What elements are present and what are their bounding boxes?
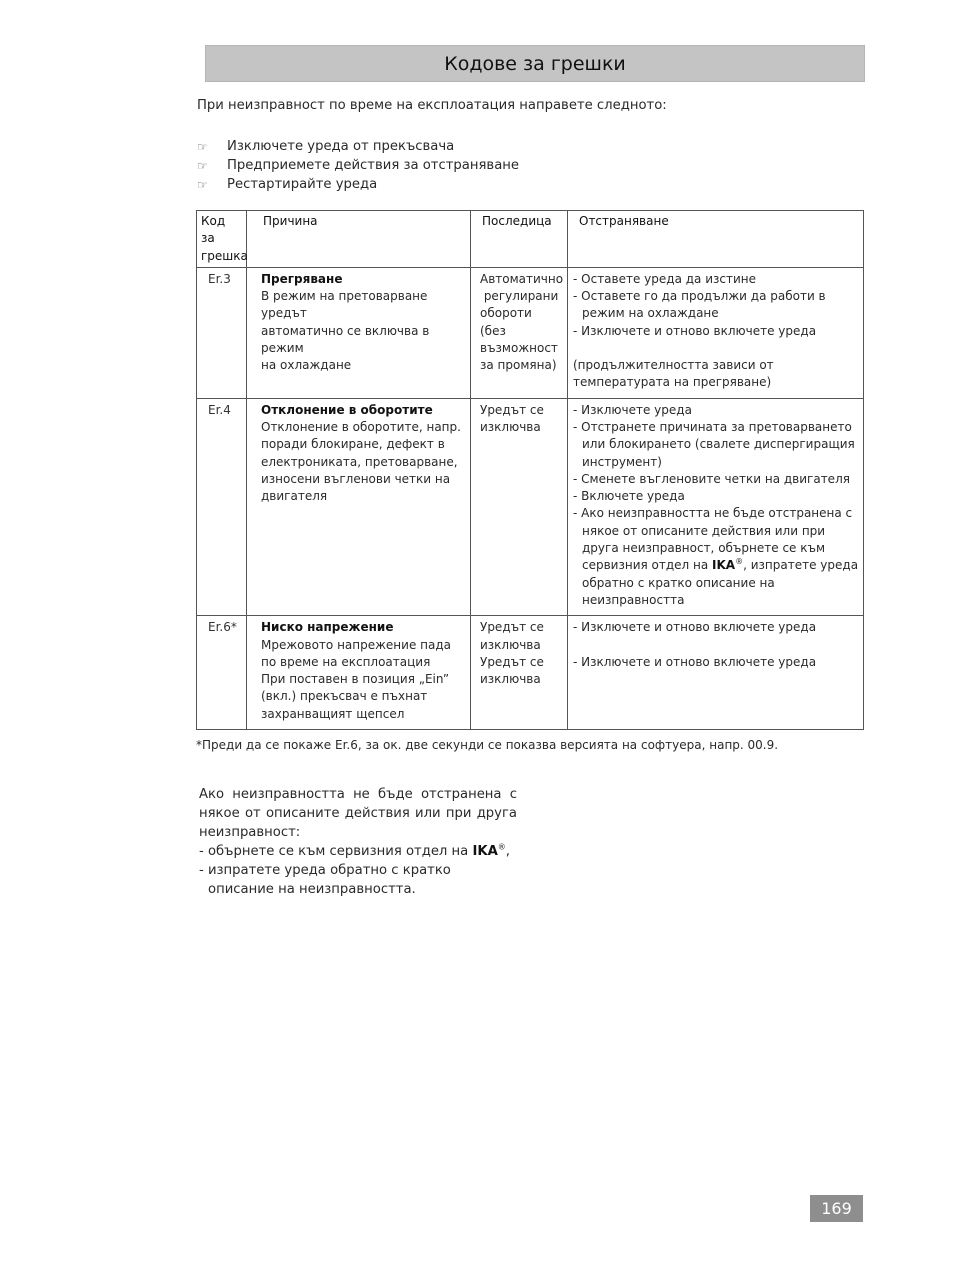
cause-line: При поставен в позиция „Ein” — [261, 672, 450, 687]
cause-cell — [247, 616, 471, 730]
cause-line: Мрежовото напрежение пада — [261, 637, 451, 652]
remedy-item — [573, 505, 859, 609]
remedy-note: (продължителността зависи от температурата на прегряване) — [573, 358, 774, 390]
note-text: , — [505, 844, 510, 859]
error-code: Er.4 — [197, 398, 247, 616]
table-row — [197, 267, 864, 398]
pointing-hand-icon: ☞ — [197, 158, 208, 173]
error-codes-table — [196, 210, 864, 730]
remedy-item: - Изключете и отново включете уреда — [573, 323, 817, 338]
cause-line: по време на експлоатация — [261, 654, 431, 669]
header-code-line: Код за — [201, 214, 226, 246]
remedy-item: - Включете уреда — [573, 489, 685, 504]
remedy-item: - Оставете го да продължи да работи в режим на охлаждане — [573, 289, 826, 321]
note-paragraph: Ако неизправността не бъде отстранена с някое от описаните действия или при друга неизправност: — [199, 787, 517, 840]
remedy-text: , изпратете уреда обратно с кратко описание на неизправността — [582, 558, 859, 607]
remedy-item: - Изключете уреда — [573, 402, 692, 417]
step-text: Изключете уреда от прекъсвача — [227, 139, 455, 154]
consequence-line: изключва — [480, 419, 541, 434]
header-consequence: Последица — [471, 211, 568, 268]
cause-cell — [247, 267, 471, 398]
consequence-line: възможност — [480, 341, 558, 356]
consequence-line: Уредът се — [480, 402, 544, 417]
steps-list — [197, 137, 519, 194]
step-text: Рестартирайте уреда — [227, 177, 378, 192]
cause-line: Отклонение в оборотите, напр. — [261, 419, 461, 434]
consequence-line: за промяна) — [480, 358, 557, 373]
cause-line: автоматично се включва в режим — [261, 323, 430, 356]
consequence-cell — [471, 616, 568, 730]
cause-title: Ниско напрежение — [261, 620, 394, 635]
cause-line: електрониката, претоварване, — [261, 454, 458, 469]
ika-brand: IKA — [712, 558, 736, 573]
note-item — [199, 842, 517, 861]
remedy-text: - Ако неизправността не бъде отстранена с някое от описаните действия или при друга неизправност, обърнете се към сервизния отдел на — [573, 506, 853, 573]
step-item — [197, 156, 519, 175]
cause-line: захранващият щепсел — [261, 706, 405, 721]
header-remedy: Отстраняване — [568, 211, 864, 268]
registered-mark: ® — [497, 842, 506, 852]
consequence-line: изключва — [480, 672, 541, 687]
pointing-hand-icon: ☞ — [197, 177, 208, 192]
service-note — [199, 785, 517, 899]
pointing-hand-icon: ☞ — [197, 139, 208, 154]
consequence-cell — [471, 398, 568, 616]
page-title: Кодове за грешки — [205, 45, 865, 82]
remedy-item: - Сменете въгленовите четки на двигателя — [573, 471, 850, 486]
header-code — [197, 211, 247, 268]
remedy-item: - Изключете и отново включете уреда — [573, 654, 817, 669]
cause-line: (вкл.) прекъсвач е пъхнат — [261, 689, 428, 704]
remedy-item: - Отстранете причината за претоварването или блокирането (свалете диспергиращия инструмент) — [573, 419, 855, 469]
cause-title: Отклонение в оборотите — [261, 402, 433, 417]
page-number: 169 — [810, 1195, 863, 1222]
consequence-line: обороти — [480, 306, 532, 321]
remedy-item: - Оставете уреда да изстине — [573, 271, 756, 286]
intro-text: При неизправност по време на експлоатация направете следното: — [197, 98, 667, 113]
cause-line: на охлаждане — [261, 358, 352, 373]
consequence-line: регулирани — [480, 289, 559, 304]
consequence-line: (без — [480, 323, 506, 338]
ika-brand: IKA — [472, 844, 498, 859]
note-text: - обърнете се към сервизния отдел на — [199, 844, 473, 859]
remedy-cell — [568, 616, 864, 730]
cause-line: поради блокиране, дефект в — [261, 437, 445, 452]
error-code: Er.3 — [197, 267, 247, 398]
cause-line: двигателя — [261, 489, 328, 504]
table-row — [197, 616, 864, 730]
step-item — [197, 137, 519, 156]
step-text: Предприемете действия за отстраняване — [227, 158, 520, 173]
header-cause: Причина — [247, 211, 471, 268]
step-item — [197, 175, 519, 194]
consequence-line: Автоматично — [480, 271, 564, 286]
consequence-line: Уредът се — [480, 654, 544, 669]
note-item: - изпратете уреда обратно с кратко описание на неизправността. — [199, 863, 451, 897]
table-header-row — [197, 211, 864, 268]
remedy-cell — [568, 398, 864, 616]
cause-title: Прегряване — [261, 271, 343, 286]
cause-cell — [247, 398, 471, 616]
registered-mark: ® — [735, 557, 744, 567]
footnote: *Преди да се покаже Er.6, за ок. две секунди се показва версията на софтуера, напр. 00.9. — [196, 738, 779, 752]
consequence-line: Уредът се — [480, 620, 544, 635]
consequence-line: изключва — [480, 637, 541, 652]
consequence-cell — [471, 267, 568, 398]
cause-line: В режим на претоварване уредът — [261, 289, 428, 321]
remedy-item: - Изключете и отново включете уреда — [573, 620, 817, 635]
header-code-line: грешка — [201, 248, 248, 263]
remedy-cell — [568, 267, 864, 398]
table-row — [197, 398, 864, 616]
error-code: Er.6* — [197, 616, 247, 730]
cause-line: износени въгленови четки на — [261, 471, 451, 486]
